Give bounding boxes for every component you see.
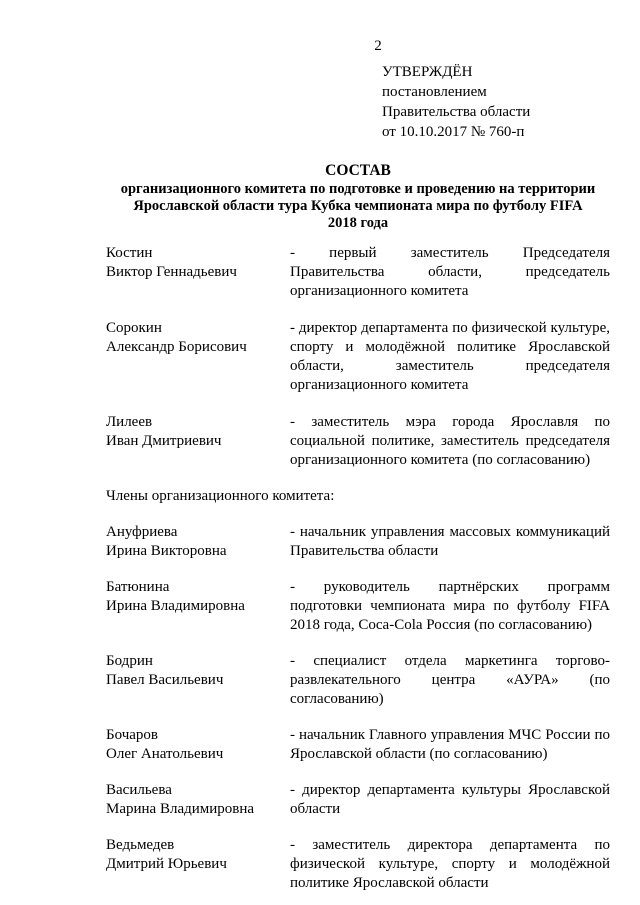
member-role: - первый заместитель Председателя Правительства области, председатель организационного комитета (290, 245, 610, 299)
committee-member (106, 836, 610, 893)
member-given-name: Ирина Викторовна (106, 543, 227, 559)
committee-member (106, 781, 610, 819)
member-given-name: Александр Борисович (106, 339, 247, 355)
committee-member (106, 523, 610, 561)
page-number: 2 (374, 38, 382, 54)
heading-line: Ярославской области тура Кубка чемпионата мира по футболу FIFA (133, 198, 583, 214)
document-title: СОСТАВ (325, 162, 391, 179)
member-role: - заместитель мэра города Ярославля по социальной политике, заместитель председателя организационного комитета (по согласованию) (290, 414, 610, 468)
members-section-label: Члены организационного комитета: (106, 488, 335, 504)
member-given-name: Виктор Геннадьевич (106, 264, 237, 280)
member-role: - руководитель партнёрских программ подготовки чемпионата мира по футболу FIFA 2018 года, Coca-Cola Россия (по согласованию) (290, 579, 610, 633)
committee-member (106, 413, 610, 470)
member-surname: Лилеев (106, 414, 153, 430)
committee-list (106, 244, 610, 893)
member-given-name: Олег Анатольевич (106, 746, 224, 762)
approval-block (382, 62, 530, 142)
approval-line: УТВЕРЖДЁН (382, 64, 473, 80)
member-role: - заместитель директора департамента по физической культуре, спорту и молодёжной политике Ярославской области (290, 837, 610, 891)
member-name (106, 319, 290, 395)
member-given-name: Ирина Владимировна (106, 598, 245, 614)
member-given-name: Дмитрий Юрьевич (106, 856, 227, 872)
document-heading (106, 162, 610, 232)
member-surname: Васильева (106, 782, 172, 798)
heading-line: организационного комитета по подготовке и проведению на территории (120, 181, 596, 197)
member-surname: Ведьмедев (106, 837, 175, 853)
committee-member (106, 726, 610, 764)
member-surname: Ануфриева (106, 524, 178, 540)
member-given-name: Марина Владимировна (106, 801, 255, 817)
member-surname: Костин (106, 245, 153, 261)
approval-line: постановлением (382, 84, 487, 100)
member-role: - директор департамента культуры Ярославской области (290, 782, 610, 817)
member-name (106, 578, 290, 635)
approval-line: от 10.10.2017 № 760-п (382, 124, 525, 140)
member-surname: Сорокин (106, 320, 162, 336)
member-given-name: Павел Васильевич (106, 672, 224, 688)
member-role: - начальник управления массовых коммуникаций Правительства области (290, 524, 610, 559)
member-name (106, 244, 290, 301)
member-name (106, 652, 290, 709)
member-name (106, 781, 290, 819)
member-name (106, 413, 290, 470)
committee-member (106, 244, 610, 301)
committee-member (106, 319, 610, 395)
member-surname: Бочаров (106, 727, 159, 743)
member-role: - специалист отдела маркетинга торгово-развлекательного центра «АУРА» (по согласованию) (290, 653, 610, 707)
member-surname: Батюнина (106, 579, 170, 595)
committee-member (106, 578, 610, 635)
committee-member (106, 652, 610, 709)
member-given-name: Иван Дмитриевич (106, 433, 222, 449)
member-surname: Бодрин (106, 653, 153, 669)
member-name (106, 836, 290, 893)
member-role: - директор департамента по физической культуре, спорту и молодёжной политике Ярославской области, заместитель председателя организационного комитета (290, 320, 610, 393)
approval-line: Правительства области (382, 104, 531, 120)
member-name (106, 726, 290, 764)
member-role: - начальник Главного управления МЧС России по Ярославской области (по согласованию) (290, 727, 610, 762)
member-name (106, 523, 290, 561)
heading-line: 2018 года (327, 215, 389, 231)
